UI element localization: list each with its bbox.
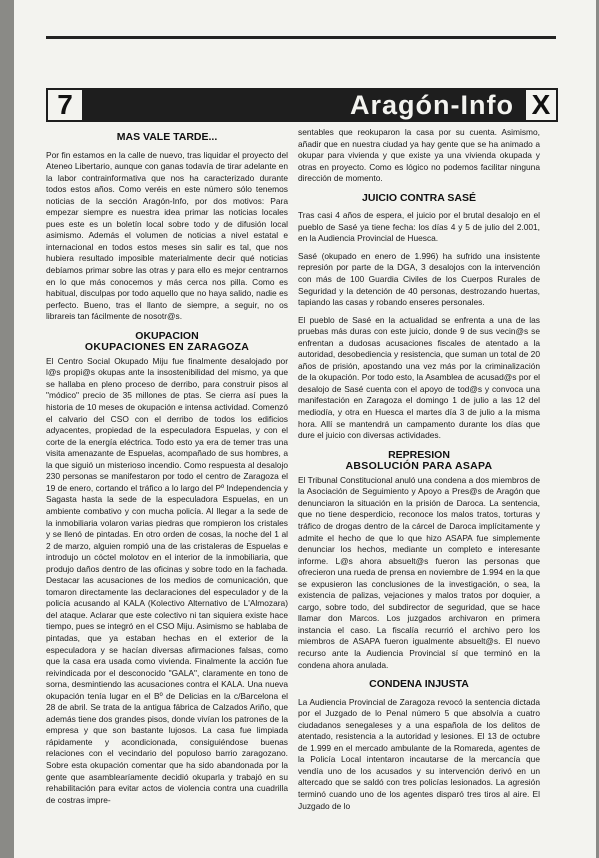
article-paragraph: sentables que reokuparon la casa por su cuenta. Asimismo, añadir que en nuestra ciudad ya hay gente que se ha animado a okupar para vivienda y que existe ya una vivienda okupada y otras en proyecto. Como es lógico no podemos facilitar ninguna dirección de momento. [298, 127, 540, 184]
article-paragraph: Tras casi 4 años de espera, el juicio por el brutal desalojo en el pueblo de Sasé ya tiene fecha: los días 4 y 5 de julio del 2.001, en la Audiencia Provincial de Huesca. [298, 210, 540, 244]
left-column [46, 132, 288, 812]
section-header-bar [46, 88, 558, 122]
article-heading: ABSOLUCIÓN PARA ASAPA [345, 460, 493, 473]
article-paragraph: El Tribunal Constitucional anuló una condena a dos miembros de la Asociación de Seguimiento y Apoyo a Pres@s de Aragón que denunciaron la situación en la prisión de Daroca. La sentencia, que no tiene desperdicio, reconoce los malos tratos, torturas y tráfico de drogas dentro de la cárcel de Daroca implícitamente y admite el hecho de que lo que hizo ASAPA fue simplemente denunciar los hechos, mediante un completo e interesante informe. L@s ahora absuelt@s fueron las personas que ofrecieron una rueda de prensa en noviembre de 1.994 en la que se expusieron las conclusiones de la investigación, o sea, la existencia de palizas, vejaciones y malos tratos por doquier, a cargo, sobre todo, del subdirector de seguridad, que se hace llamar don Marcos. Los juzgados archivaron en primera instancia el caso. La fiscalía recurrió el archivo pero los miembros de ASAPA fueron igualmente absuelt@s. El nuevo recurso ante la Audiencia Provincial sí que terminó en la condena ahora anulada. [298, 474, 540, 670]
article-paragraph: Por fin estamos en la calle de nuevo, tras liquidar el proyecto del Ateneo Libertario, aunque con ganas todavía de tirar adelante en la labor contrainformativa que nos ha caracterizado durante todos estos años. Como veréis en este número sólo tenemos noticias de la sección Aragón-Info, por dos motivos: Para empezar siempre es nuestra idea primar las noticias locales pues este es un boletín local sobre todo y de difusión local asimismo. Además el volumen de noticias a nivel estatal e internacional en todos estos meses sin salir es tal, que nos hubiera resultado imposible materialmente decir qué noticias debíamos primar sobre las otras y para ello es mejor centrarnos en lo que más conocemos y más cerca nos pilla. Como es habitual, disculpas por todo aquello que no haya salido, nadie es perfecto. Bueno, tras el llanto de siempre, a seguir, no os librareis tan fácilmente de nosotr@s. [46, 149, 288, 322]
article-heading: OKUPACIONES EN ZARAGOZA [84, 341, 250, 354]
article-paragraph: El pueblo de Sasé en la actualidad se enfrenta a una de las pruebas más duras con este juicio, donde 9 de sus vecin@s se enfrentan a dudosas acusaciones fiscales de atentado a la autoridad, desobediencia y resistencia, que suman un total de 20 años de prisión, apostando una vez más por la criminalización de la okupación. Por todo esto, la Asamblea de acusad@s por el desalojo de Sasé cuenta con el apoyo de tod@s y convoca una manifestación en Zaragoza el domingo 1 de julio a las 12 del mediodía, y otra en Huesca el martes día 3 de julio a la misma hora. Allí se mantendrá un campamento durante los días que dure el juicio con diversas actividades. [298, 314, 540, 441]
section-title: Aragón-Info [350, 89, 514, 120]
article-paragraph: El Centro Social Okupado Miju fue finalmente desalojado por l@s propi@s okupas ante la insostenibilidad del mismo, ya que se hallaba en pleno proceso de derribo, para construir pisos al "módico" precio de 35 millones de ptas. Se cierra así pues la historia de 10 meses de okupación e intensa actividad. Comenzó el calvario del CSO con el derribo de todos los edificios adyacentes, propiedad de la especuladora Espuelas, y con el corte de la energía eléctrica. Todo esto ya era de temer tras una visita amenazante de Espuelas, acompañado de sus hombres, a la que siguió un misterioso incendio. Como respuesta al desalojo 230 personas se manifestaron por todo el centro de Zaragoza el 19 de enero, cortando el tráfico a lo largo del Pº Independencia y Sagasta hasta la sede de la especuladora Espuelas, en un ambiente combativo y con mucha policía. Al llegar a la sede de la inmobiliaria volaron varias piedras que rompieron los cristales y se llenó de pintadas. En otro orden de cosas, la noche del 1 al 2 de marzo, alguien rompió una de las cristaleras de Espuelas e introdujo un cóctel molotov en el interior de la inmobiliaria, que produjo daños dentro de las oficinas y sobre todo en la fachada. Destacar las acusaciones de los medios de comunicación, que tomaron directamente las declaraciones del especulador y de la policía acusando al KALA (Kolectivo Alternativo de L'Almozara) del ataque. Aclarar que este colectivo ni tan siquiera existe hace tiempo, pues se integró en el CSO Miju. Asimismo se hablaba de pintadas, que ya estaban hechas en el exterior de la especuladora y se hacían diversas afirmaciones falsas, como que la casa era usada como vivienda. Finalmente la acción fue reivindicada por el desconocido "GALA", claramente en tono de sorna, desmintiendo las acusaciones contra el KALA. Una nueva okupación tenía lugar en el Bº de Delicias en la c/Barcelona el 28 de abril. Se trata de la antigua fábrica de Calzados Ariño, que además tiene dos grandes pisos, donde vivían los patrones de la empresa y que son bastante lujosos. La casa fue limpiada rápidamente y acondicionada, consiguiéndose buenas relaciones con el vecindario del populoso barrio zaragozano. Sobre esta okupación comentar que ha sido abandonada por la gente que asamblearíamente decidió okuparla y trabajó en su rehabilitación para evitar actos de violencia contra una cuadrilla de costras impre- [46, 355, 288, 805]
page-number: 7 [48, 90, 82, 120]
article-paragraph: La Audiencia Provincial de Zaragoza revocó la sentencia dictada por el Juzgado de lo Penal número 5 que absolvía a cuatro ciudadanos senegaleses y a una española de los delitos de atentado, resistencia a la autoridad y lesiones. El 13 de octubre de 1.999 en el mercado ambulante de la Romareda, agentes de la Policía Local intentaron incautarse de la mercancía que vendía uno de los acusados y su intervención derivó en un altercado que se saldó con tres policías lesionados. La agresión terminó cuando uno de los agentes disparó tres tiros al aire. El Juzgado de lo [298, 696, 540, 811]
magazine-page [14, 0, 596, 858]
article-heading: MAS VALE TARDE... [116, 131, 218, 143]
article-paragraph: Sasé (okupado en enero de 1.996) ha sufrido una insistente represión por parte de la DGA, 3 desalojos con la intervención con más de 100 Guardia Civiles de los Cuerpos Rurales de Seguridad y la detención de 40 personas, destrozando huertas, tapiando las casas y robando enseres personales. [298, 250, 540, 308]
section-kicker: OKUPACION [135, 329, 199, 342]
article-heading: JUICIO CONTRA SASÉ [362, 191, 476, 204]
right-column [298, 127, 540, 818]
article-heading: CONDENA INJUSTA [369, 678, 469, 691]
section-kicker: REPRESION [388, 448, 450, 461]
issue-mark: X [526, 90, 556, 120]
top-rule [46, 36, 556, 39]
